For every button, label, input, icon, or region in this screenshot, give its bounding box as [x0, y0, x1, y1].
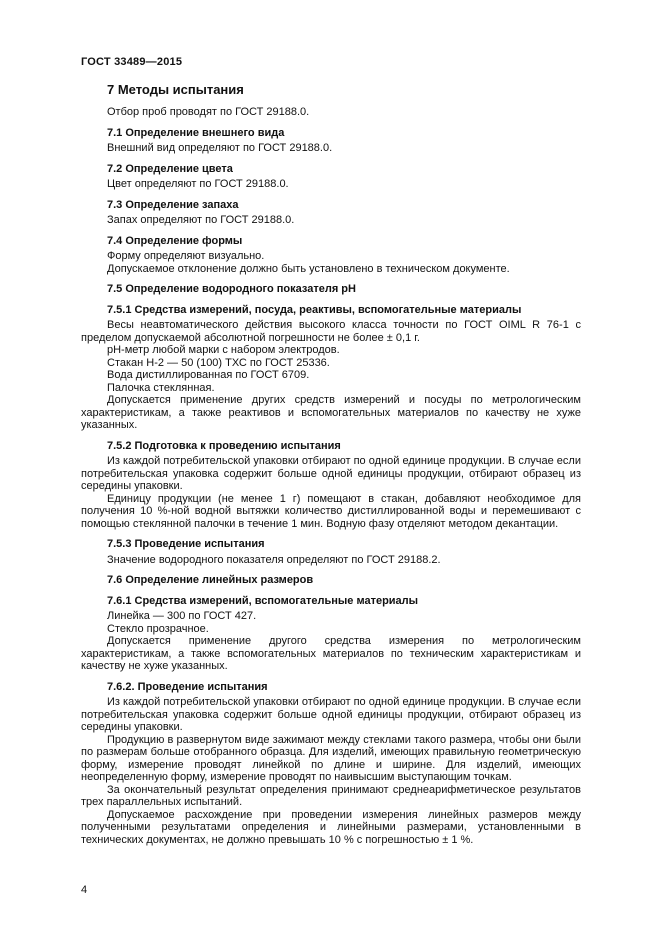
paragraph: Из каждой потребительской упаковки отбирают по одной единице продукции. В случае если потребительская упаковка содержит больше одной единицы продукции, отбирают образец из середины упаковки. [81, 696, 581, 733]
paragraph: Весы неавтоматического действия высокого класса точности по ГОСТ OIML R 76-1 с пределом допускаемой абсолютной погрешности не более ± 0,1 г. [81, 319, 581, 344]
paragraph: Цвет определяют по ГОСТ 29188.0. [107, 178, 289, 190]
paragraph: Из каждой потребительской упаковки отбирают по одной единице продукции. В случае если потребительская упаковка содержит больше одной единицы продукции, отбирают образец из середины упаковки. [81, 455, 581, 492]
paragraph: Допускается применение другого средства измерения по метрологическим характеристикам, а также вспомогательных материалов по техническим характеристикам и качеству не хуже указанных. [81, 635, 581, 672]
paragraph: pH-метр любой марки с набором электродов. [107, 344, 340, 356]
paragraph: Форму определяют визуально. [107, 250, 265, 262]
paragraph: Вода дистиллированная по ГОСТ 6709. [107, 369, 310, 381]
paragraph: Допускаемое расхождение при проведении измерения линейных размеров между полученными результатами определения и линейными размерами, установленными в технических документах, не должно превышать 10 % с погрешностью ± 1 %. [81, 808, 581, 846]
heading-7-1: 7.1 Определение внешнего вида [107, 126, 285, 139]
paragraph: Допускаемое отклонение должно быть установлено в техническом документе. [107, 262, 510, 275]
paragraph: Внешний вид определяют по ГОСТ 29188.0. [107, 142, 333, 154]
paragraph: Единицу продукции (не менее 1 г) помещают в стакан, добавляют необходимое для получения 10 %-ной водной вытяжки количество дистиллированной воды и перемешивают с помощью стеклянной палочки в течение 1 мин. Водную фазу отделяют методом декантации. [81, 492, 581, 530]
heading-7-6-1: 7.6.1 Средства измерений, вспомогательные материалы [107, 594, 419, 607]
paragraph: Допускается применение других средств измерений и посуды по метрологическим характеристикам, а также реактивов и вспомогательных материалов по качеству не хуже указанных. [81, 394, 581, 431]
paragraph: Отбор проб проводят по ГОСТ 29188.0. [107, 106, 310, 118]
paragraph: Запах определяют по ГОСТ 29188.0. [107, 214, 295, 226]
heading-7-6-2: 7.6.2. Проведение испытания [107, 680, 268, 693]
heading-7-6: 7.6 Определение линейных размеров [107, 574, 314, 586]
paragraph: Линейка — 300 по ГОСТ 427. [107, 610, 257, 622]
heading-7-5-3: 7.5.3 Проведение испытания [107, 538, 265, 550]
heading-7-5-2: 7.5.2 Подготовка к проведению испытания [107, 439, 341, 452]
heading-7-4: 7.4 Определение формы [107, 234, 243, 247]
heading-7: 7 Методы испытания [107, 82, 244, 97]
document-header: ГОСТ 33489—2015 [81, 56, 183, 68]
heading-7-5-1: 7.5.1 Средства измерений, посуда, реактивы, вспомогательные материалы [107, 303, 522, 316]
heading-7-2: 7.2 Определение цвета [107, 162, 233, 175]
paragraph: За окончательный результат определения принимают среднеарифметическое результатов трех параллельных испытаний. [81, 783, 581, 808]
paragraph: Продукцию в развернутом виде зажимают между стеклами такого размера, чтобы они были по размерам больше отобранного образца. Для изделий, имеющих правильную геометрическую форму, измерение проводят линейкой по длине и ширине. Для изделий, имеющих неопределенную форму, измерение проводят по наивысшим выступающим точкам. [81, 733, 581, 783]
paragraph: Значение водородного показателя определяют по ГОСТ 29188.2. [107, 553, 441, 566]
document-content [81, 79, 581, 846]
page-number: 4 [81, 884, 88, 896]
paragraph: Стакан Н-2 — 50 (100) ТХС по ГОСТ 25336. [107, 356, 330, 369]
paragraph: Палочка стеклянная. [107, 381, 215, 394]
heading-7-5: 7.5 Определение водородного показателя pH [107, 283, 356, 295]
paragraph: Стекло прозрачное. [107, 622, 209, 635]
heading-7-3: 7.3 Определение запаха [107, 198, 239, 211]
